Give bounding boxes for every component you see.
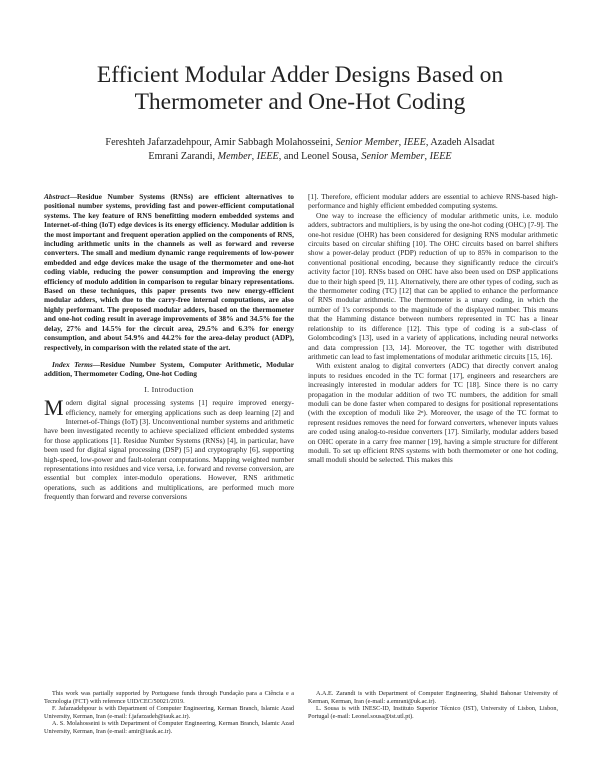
body-paragraph: One way to increase the efficiency of modular arithmetic units, i.e. modulo adders, subtractors and multipliers, is by using the one-hot coding (OHC) [7-9]. The one-hot residue (OHR) has been considered for designing RNS modular arithmetic circuits based on circular shifting [10]. The OHC circuits based on barrel shifters show a power-delay product (PDP) reduction of up to 85% in comparison to the conventional positional encoding, because they significantly reduce the circuit's activity factor [10]. RNSs based on OHC have also been used on DSP applications due to their high speed [9, 11]. Alternatively, there are other types of coding, such as the thermometer coding (TC) [12] that can be applied to enhance the performance of RNS modular arithmetic. The thermometer is a unary coding, in which the number of 1's corresponds to the magnitude of the displayed number. This means that the Hamming distance between numbers represented in TC has a linear relationship to its difference [12]. This type of coding is a sub-class of Golombcoding's [13], used in a variety of applications, including neural networks and data compression [13, 14]. Moreover, the TC together with distributed arithmetic can lead to fast implementations of modular arithmetic circuits [15, 16]. [308,210,558,361]
author-text: Fereshteh Jafarzadehpour, Amir Sabbagh Molahosseini, [105,137,336,148]
author-title: IEEE [429,151,452,162]
author-title: Senior Member [335,137,399,148]
body-paragraph: [1]. Therefore, efficient modular adders are essential to achieve RNS-based high-performance and highly efficient embedded computing systems. [308,192,558,211]
author-title: Senior Member [361,151,425,162]
index-terms [44,360,294,379]
author-text: , and Leonel Sousa, [278,151,362,162]
author-title: IEEE [256,151,279,162]
author-title: IEEE [403,137,426,148]
author-line-2 [40,150,560,164]
intro-paragraph [44,395,294,502]
abstract [44,192,294,352]
author-title: Member [217,151,252,162]
footnote: L. Sousa is with INESC-ID, Instituto Superior Técnico (IST), University of Lisbon, Lisbon, Portugal (e-mail: Leonel.sousa@ist.utl.pt). [308,705,558,720]
author-text: , [398,137,404,148]
author-text: , Azadeh Alsadat [425,137,495,148]
body-paragraph: With existent analog to digital converters (ADC) that directly convert analog inputs to residues encoded in the TC format [17], engineers and researchers are increasingly interested in modular adders for TC [18]. Since there is no carry propagation in the modular addition of two TC numbers, the addition for small moduli can be done faster when compared to designs for positional representations (with the exception of moduli like 2ⁿ). Moreover, the usage of the TC format to represent residues removes the need for forward converters, whenever inputs values are coded using analog-to-residue converters [17]. Similarly, modular adders based on OHC operate in a carry free manner [19], having a simple structure for different moduli. To set up efficient RNS systems with both thermometer or one hot coding, small moduli should be selected. This makes this [308,361,558,465]
author-text: , [251,151,257,162]
author-line-1 [40,136,560,150]
author-text: , [424,151,430,162]
section-heading: I. Introduction [144,384,194,394]
abstract-label: Abstract [44,192,70,201]
drop-cap: M [44,395,64,421]
abstract-text: —Residue Number Systems (RNSs) are efficient alternatives to positional number systems, providing fast and power-efficient computational systems. The key feature of RNS benefitting modern embedded systems and Internet-of-thing (IoT) edge devices is its energy efficiency. Modular addition is the most important and frequent operation applied on the components of RNS, including arithmetic units in the channels as well as forward and reverse converters. The small and medium dynamic range requirements of low-power embedded and edge devices make the usage of the thermometer and one-hot coding viable, reducing the power consumption and improving the energy efficiency of modulo addition in comparison to regular binary representations. Based on these techniques, this paper presents two new energy-efficient modular adders, which due to the carry-free internal computations, are also highly performant. The proposed modular adders, based on the thermometer and one-hot coding result in average improvements of 38% and 34.5% for the delay, 27% and 14.5% for the circuit area, 29.5% and 6.3% for energy consumption, and about 54.9% and 44.2% for the area-delay product (ADP), respectively, in comparison with the related state of the art. [44,192,294,352]
intro-text: odern digital signal processing systems [1] require improved energy-efficiency, namely for emerging applications such as deep learning [2] and Internet-of-Things (IoT) [3]. Unconventional number systems and arithmetic have been investigated recently to achieve specialized efficient embedded systems for those applications [1]. Residue Number Systems (RNSs) [4], in particular, have been used for digital signal processing (DSP) [5] and cryptography [6], supporting high-speed, low-power and fault-tolerant computations. Mapping weighted number representations into residues and vice versa, i.e. forward and reverse conversion, are essential but complex inter-modulo operations. However, RNS arithmetic operations, such as additions and multiplications, are performed much more frequently than forward and reverse conversions [44,398,294,502]
author-text: Emrani Zarandi, [148,151,218,162]
footnote: A.A.E. Zarandi is with Department of Computer Engineering, Shahid Bahonar University of Kerman, Kerman, Iran (e-mail: a.emrani@uk.ac.ir). [308,690,558,705]
footnote: This work was partially supported by Portuguese funds through Fundação para a Ciência e a Tecnologia (FCT) with reference UID/CEC/50021/2019. [44,690,294,705]
paper-title: Efficient Modular Adder Designs Based on Thermometer and One-Hot Coding [96,62,504,115]
footnotes-right [308,690,558,720]
index-terms-text: —Residue Number System, Computer Arithmetic, Modular addition, Thermometer Coding, One-hot Coding [44,359,294,379]
footnote: F. Jafarzadehpour is with Department of Computer Engineering, Kerman Branch, Islamic Azad University, Kerman, Iran (e-mail: f.jafarzadeh@iauk.ac.ir). [44,705,294,720]
index-terms-label: Index Terms [52,359,93,369]
footnotes-left [44,690,294,736]
left-column [44,192,294,502]
right-column [308,192,558,465]
author-list [40,136,560,164]
footnote: A. S. Molahosseini is with Department of Computer Engineering, Kerman Branch, Islamic Azad University, Kerman, Iran (e-mail: amir@iauk.ac.ir). [44,720,294,735]
